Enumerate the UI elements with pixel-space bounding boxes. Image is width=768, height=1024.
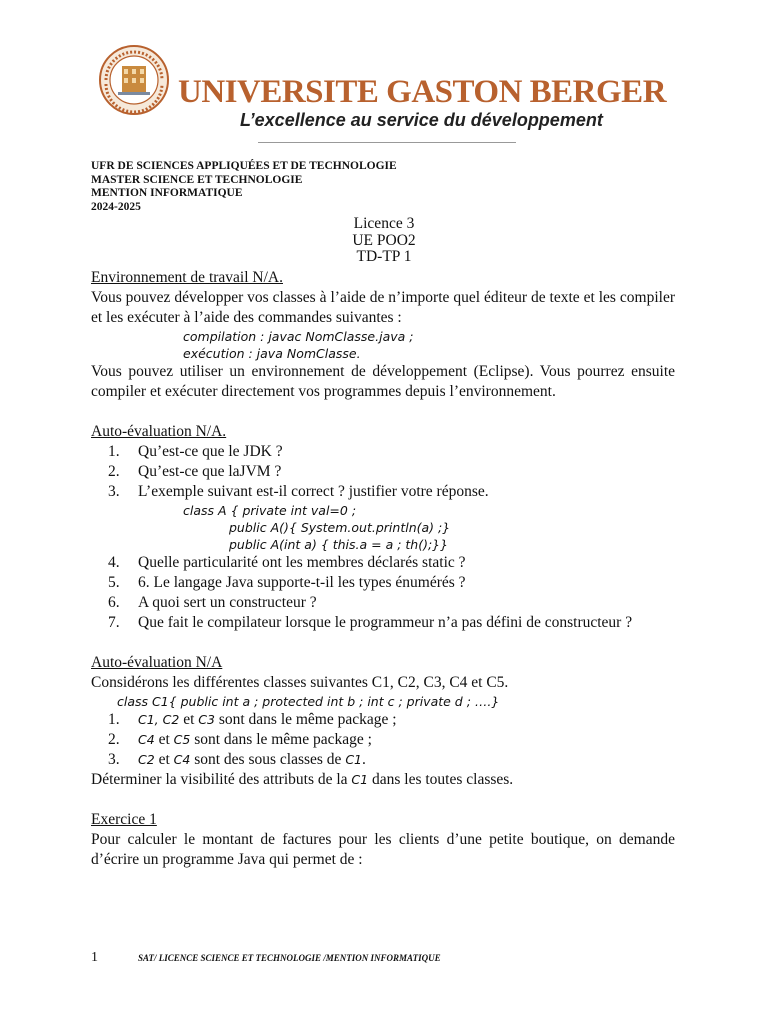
list-item xyxy=(91,710,675,730)
list-number: 2. xyxy=(108,463,120,480)
paragraph: Déterminer la visibilité des attributs de la C1 dans les toutes classes. xyxy=(91,771,514,788)
code-line: public A(){ System.out.println(a) ;} xyxy=(229,520,451,535)
list-item xyxy=(91,613,675,633)
list-item xyxy=(91,593,675,613)
university-seal-logo xyxy=(98,44,170,116)
page-number: 1 xyxy=(91,950,98,965)
command-line: compilation : javac NomClasse.java ; xyxy=(183,329,414,344)
list-text: Que fait le compilateur lorsque le programmeur n’a pas défini de constructeur ? xyxy=(138,614,633,631)
list-text: A quoi sert un constructeur ? xyxy=(138,594,317,611)
ufr-block xyxy=(91,160,397,214)
list-item xyxy=(91,750,675,770)
list-number: 4. xyxy=(108,554,120,571)
list-text: Qu’est-ce que laJVM ? xyxy=(138,463,282,480)
list-number: 6. xyxy=(108,594,120,611)
list-number: 3. xyxy=(108,483,120,500)
university-name: UNIVERSITE GASTON BERGER xyxy=(178,74,667,110)
list-text: C4 et C5 sont dans le même package ; xyxy=(138,731,372,748)
list-number: 2. xyxy=(108,731,120,748)
list-number: 3. xyxy=(108,751,120,768)
paragraph: Vous pouvez développer vos classes à l’aide de n’importe quel éditeur de texte et les compiler et les exécuter à l’aide des commandes suivantes : xyxy=(91,289,675,326)
paragraph: Vous pouvez utiliser un environnement de développement (Eclipse). Vous pourrez ensuite compiler et exécuter directement vos programmes depuis l’environnement. xyxy=(91,363,675,400)
list-text: L’exemple suivant est-il correct ? justifier votre réponse. xyxy=(138,483,489,500)
list-item xyxy=(91,462,675,482)
list-text: Quelle particularité ont les membres déclarés static ? xyxy=(138,554,466,571)
course-title-block xyxy=(0,216,768,266)
course-ue: UE POO2 xyxy=(352,231,416,249)
page-footer xyxy=(91,948,691,966)
command-line: exécution : java NomClasse. xyxy=(183,346,361,361)
list-number: 5. xyxy=(108,574,120,591)
ufr-line: UFR DE SCIENCES APPLIQUÉES ET DE TECHNOLOGIE xyxy=(91,160,397,172)
list-item xyxy=(91,442,675,462)
section-heading: Auto-évaluation N/A. xyxy=(91,423,227,440)
code-line: class C1{ public int a ; protected int b ; int c ; private d ; ….} xyxy=(117,694,500,709)
list-number: 7. xyxy=(108,614,120,631)
section-heading: Auto-évaluation N/A xyxy=(91,654,223,671)
course-td: TD-TP 1 xyxy=(356,248,412,265)
code-line: class A { private int val=0 ; xyxy=(183,503,357,518)
list-text: C2 et C4 sont des sous classes de C1. xyxy=(138,751,366,768)
university-tagline: L’excellence au service du développement xyxy=(240,110,603,130)
list-item xyxy=(91,730,675,750)
list-text: Qu’est-ce que le JDK ? xyxy=(138,443,283,460)
list-text: 6. Le langage Java supporte-t-il les types énumérés ? xyxy=(138,574,466,591)
ufr-line: MASTER SCIENCE ET TECHNOLOGIE xyxy=(91,173,303,186)
section-heading: Environnement de travail N/A. xyxy=(91,269,283,286)
list-number: 1. xyxy=(108,443,120,460)
paragraph: Considérons les différentes classes suivantes C1, C2, C3, C4 et C5. xyxy=(91,674,509,691)
course-level: Licence 3 xyxy=(353,215,415,232)
header-divider xyxy=(258,142,516,143)
ufr-line: 2024-2025 xyxy=(91,200,141,213)
code-line: public A(int a) { this.a = a ; th();}} xyxy=(229,537,449,552)
list-item xyxy=(91,482,675,502)
section-heading: Exercice 1 xyxy=(91,811,157,828)
list-item xyxy=(91,573,675,593)
paragraph: Pour calculer le montant de factures pour les clients d’une petite boutique, on demande d’écrire un programme Java qui permet de : xyxy=(91,831,675,868)
footer-text: SAT/ LICENCE SCIENCE ET TECHNOLOGIE /MENTION INFORMATIQUE xyxy=(138,953,441,963)
list-number: 1. xyxy=(108,711,120,728)
ufr-line: MENTION INFORMATIQUE xyxy=(91,187,243,199)
list-text: C1, C2 et C3 sont dans le même package ; xyxy=(138,711,397,728)
list-item xyxy=(91,553,675,573)
document-body xyxy=(91,268,675,870)
